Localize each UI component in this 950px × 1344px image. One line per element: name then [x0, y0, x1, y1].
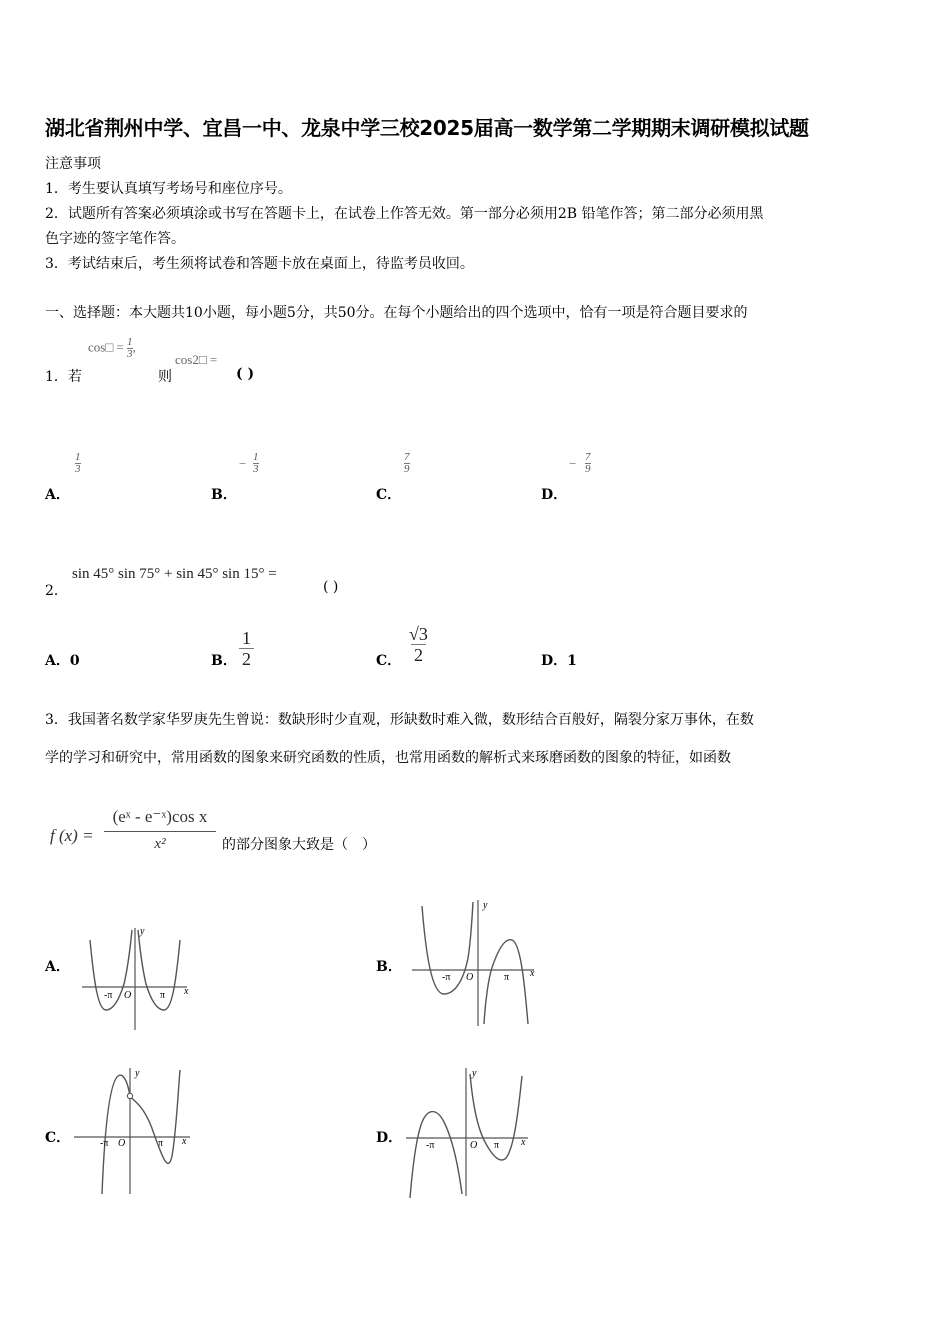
q1-a-label: A．	[45, 487, 70, 503]
q1-c-fraction	[404, 452, 410, 475]
q2-b-num: 1	[242, 628, 251, 648]
q1-c-num: 7	[404, 451, 410, 463]
q1-a-num: 1	[75, 451, 81, 463]
x-label: x	[521, 1137, 526, 1148]
q3-line2: 学的学习和研究中，常用函数的图象来研究函数的性质，也常用函数的解析式来琢磨函数的图象的特征，如函数	[45, 750, 731, 766]
origin-label: O	[466, 972, 474, 983]
q2-a-value: 0	[69, 653, 80, 669]
pi-label: π	[504, 972, 510, 983]
q2-d-label: D．	[541, 653, 568, 669]
q1-c-label: C．	[376, 487, 402, 503]
q1-b-sign: −	[239, 456, 247, 471]
origin-label: O	[118, 1138, 126, 1149]
pi-label: π	[160, 990, 166, 1001]
origin-label: O	[470, 1140, 478, 1151]
y-label: y	[483, 900, 488, 911]
q2-d-value: 1	[567, 653, 577, 669]
q1-b-den: 3	[253, 463, 259, 475]
q2-b-label: B．	[211, 653, 237, 669]
q3-f-den: x²	[104, 831, 216, 856]
q3-graph-b[interactable]	[402, 896, 540, 1030]
q2-a-label: A．	[45, 653, 70, 669]
q2-number: 2．	[45, 583, 68, 599]
q1-cond-den: 3	[127, 348, 133, 360]
q3-option-b-label[interactable]: B．	[376, 959, 402, 975]
y-label: y	[135, 1068, 140, 1079]
q2-expression: sin 45° sin 75° + sin 45° sin 15° =	[72, 566, 277, 582]
notice-item-1: 1．考生要认真填写考场号和座位序号。	[45, 181, 292, 197]
neg-pi-label: -π	[100, 1138, 109, 1149]
neg-pi-label: -π	[442, 972, 451, 983]
q2-c-den: 2	[411, 644, 426, 665]
y-label: y	[140, 926, 145, 937]
q2-paren: ( )	[323, 579, 339, 595]
q1-condition	[88, 337, 136, 360]
q1-d-num: 7	[585, 451, 591, 463]
q1-c-den: 9	[404, 463, 410, 475]
notice-item-3: 3．考试结束后，考生须将试卷和答题卡放在桌面上，待监考员收回。	[45, 256, 474, 272]
neg-pi-label: -π	[426, 1140, 435, 1151]
q3-option-a-label[interactable]: A．	[45, 959, 70, 975]
curve-right	[138, 930, 180, 1010]
curve	[102, 1070, 180, 1194]
q3-graph-c[interactable]	[72, 1064, 194, 1198]
q1-number: 1．若	[45, 369, 82, 385]
q1-d-fraction	[585, 452, 591, 475]
q2-b-fraction	[239, 628, 254, 669]
q1-b-fraction	[253, 452, 259, 475]
q2-c-num: √3	[409, 624, 428, 644]
q1-a-den: 3	[75, 463, 81, 475]
q1-d-sign: −	[569, 456, 577, 471]
q1-d-label: D．	[541, 487, 568, 503]
q1-cond-tail: ,	[132, 339, 136, 355]
q1-target: cos2□ =	[175, 352, 218, 367]
q2-c-label: C．	[376, 653, 402, 669]
pi-label: π	[158, 1138, 164, 1149]
q3-line1: 3．我国著名数学家华罗庚先生曾说：数缺形时少直观，形缺数时难入微，数形结合百般好，隔裂分家万事休，在数	[45, 712, 754, 728]
q3-f-lhs: f (x) =	[50, 826, 94, 845]
x-label: x	[184, 986, 189, 997]
q1-cond-num: 1	[127, 336, 133, 348]
q3-option-c-label[interactable]: C．	[45, 1130, 71, 1146]
q2-option-a[interactable]	[45, 650, 80, 670]
q1-b-label: B．	[211, 487, 237, 503]
notice-item-2-cont: 色字迹的签字笔作答。	[45, 231, 185, 247]
origin-label: O	[124, 990, 132, 1001]
q2-c-fraction	[406, 624, 431, 665]
q1-paren: ( )	[236, 366, 255, 382]
q1-d-den: 9	[585, 463, 591, 475]
q2-option-d[interactable]	[541, 650, 577, 670]
q1-b-num: 1	[253, 451, 259, 463]
section-heading: 一、选择题：本大题共10小题，每小题5分，共50分。在每个小题给出的四个选项中，恰有一项是符合题目要求的	[45, 305, 748, 321]
x-label: x	[530, 968, 535, 979]
q3-graph-a[interactable]	[72, 922, 194, 1034]
q3-option-d-label[interactable]: D．	[376, 1130, 403, 1146]
notice-item-2: 2．试题所有答案必须填涂或书写在答题卡上，在试卷上作答无效。第一部分必须用2B 铅笔作答；第二部分必须用黑	[45, 206, 764, 222]
q3-f-fraction	[104, 803, 216, 856]
y-label: y	[472, 1068, 477, 1079]
page-title: 湖北省荆州中学、宜昌一中、龙泉中学三校2025届高一数学第二学期期末调研模拟试题	[45, 116, 809, 140]
q1-cond-lhs: cos□ =	[88, 339, 124, 355]
hole-marker	[127, 1093, 132, 1098]
q1-a-fraction	[75, 452, 81, 475]
q3-graph-d[interactable]	[402, 1064, 532, 1200]
q3-f-num: (eˣ - e⁻ˣ)cos x	[112, 807, 208, 826]
curve-left	[410, 1112, 462, 1198]
pi-label: π	[494, 1140, 500, 1151]
q1-then: 则	[158, 369, 172, 385]
neg-pi-label: -π	[104, 990, 113, 1001]
x-label: x	[182, 1136, 187, 1147]
notice-heading: 注意事项	[45, 156, 101, 172]
q3-tail: 的部分图象大致是（ ）	[222, 837, 376, 853]
q2-b-den: 2	[239, 648, 254, 669]
